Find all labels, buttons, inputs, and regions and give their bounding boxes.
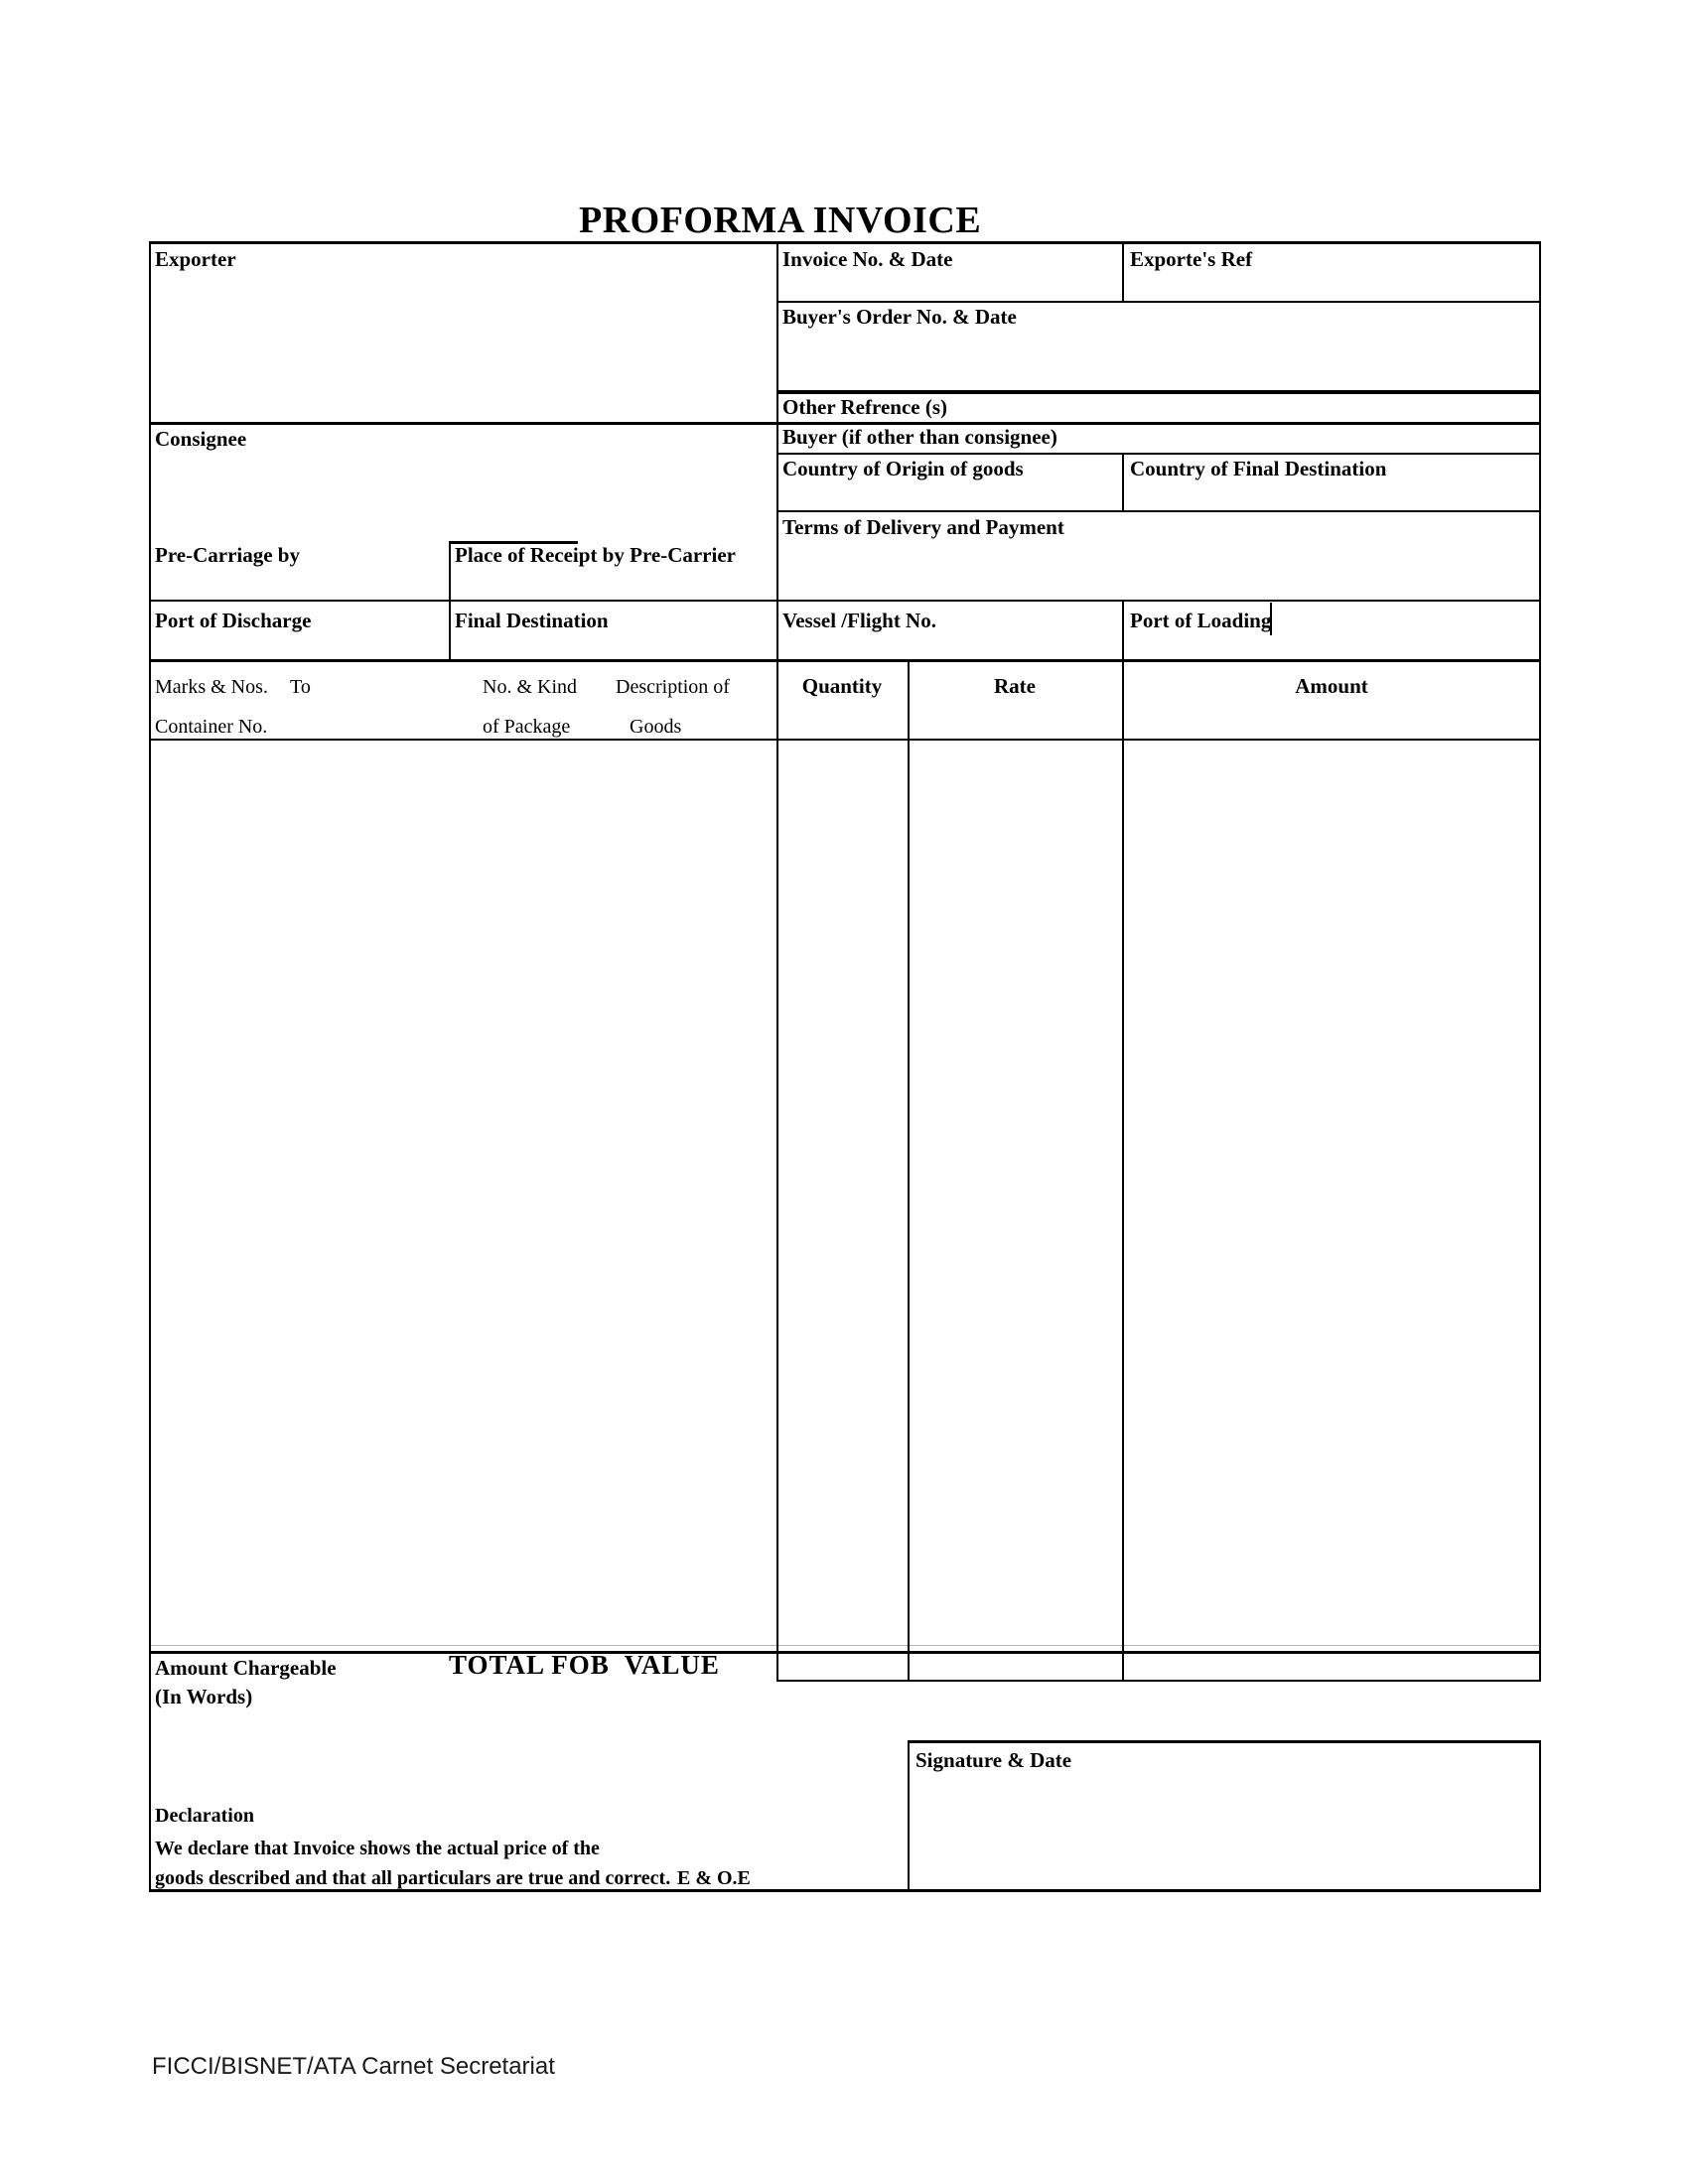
form-bottom-border (149, 1889, 1541, 1892)
rate-column-area (910, 741, 1122, 1644)
marks-nos-label: Marks & Nos. (155, 676, 268, 698)
rule-country-row-bottom (776, 510, 1541, 512)
goods-label: Goods (630, 716, 682, 738)
rate-header: Rate (994, 674, 1036, 698)
consignee-label: Consignee (155, 427, 247, 451)
description-of-label: Description of (616, 676, 730, 698)
no-kind-label: No. & Kind (483, 676, 577, 698)
buyer-if-other-label: Buyer (if other than consignee) (782, 425, 1057, 449)
invoice-no-date-label: Invoice No. & Date (782, 247, 953, 271)
of-package-label: of Package (483, 716, 571, 738)
port-of-discharge-label: Port of Discharge (155, 609, 312, 632)
signature-date-label: Signature & Date (915, 1748, 1072, 1772)
signature-area (910, 1743, 1539, 1889)
rule-invoice-row-bottom (776, 301, 1541, 303)
rule-buyers-order-bottom (776, 390, 1541, 394)
footer-secretariat-text: FICCI/BISNET/ATA Carnet Secretariat (152, 2053, 555, 2080)
amount-header: Amount (1295, 674, 1368, 698)
amount-column-area (1124, 741, 1539, 1644)
divider-invoice-exporters-ref (1122, 241, 1124, 301)
page-title: PROFORMA INVOICE (579, 200, 982, 241)
rule-total-row-bottom (776, 1680, 1541, 1682)
signature-box-right-border (1539, 1740, 1541, 1892)
amount-chargeable-label: Amount Chargeable (155, 1656, 337, 1680)
declaration-line2: goods described and that all particulars are true and correct. (155, 1867, 671, 1889)
total-fob-value-label: TOTAL FOB VALUE (449, 1650, 720, 1680)
form-top-border (149, 241, 1541, 244)
in-words-label: (In Words) (155, 1685, 253, 1708)
country-of-origin-label: Country of Origin of goods (782, 457, 1024, 480)
rule-port-row-bottom (149, 659, 1541, 662)
country-final-destination-label: Country of Final Destination (1130, 457, 1387, 480)
form-right-border (1539, 241, 1541, 1682)
rule-body-bottom (149, 1651, 1541, 1654)
quantity-column-area (778, 741, 908, 1644)
port-of-loading-label: Port of Loading (1130, 609, 1272, 632)
rule-buyer-strip-bottom (776, 453, 1541, 455)
place-of-receipt-label: Place of Receipt by Pre-Carrier (455, 543, 736, 567)
other-reference-label: Other Refrence (s) (782, 395, 947, 419)
container-no-label: Container No. (155, 716, 268, 738)
quantity-header: Quantity (801, 674, 883, 698)
divider-precarriage-place (449, 541, 451, 659)
eoe-label: E & O.E (677, 1867, 751, 1889)
exporters-ref-label: Exporte's Ref (1130, 247, 1253, 271)
exporter-label: Exporter (155, 247, 236, 271)
buyers-order-label: Buyer's Order No. & Date (782, 305, 1017, 329)
items-body-area (151, 741, 776, 1644)
final-destination-label: Final Destination (455, 609, 609, 632)
rule-precarriage-row-bottom (149, 600, 1541, 602)
declaration-heading: Declaration (155, 1805, 254, 1827)
vessel-flight-label: Vessel /Flight No. (782, 609, 936, 632)
divider-country-cells (1122, 453, 1124, 510)
to-label: To (290, 676, 311, 698)
pre-carriage-label: Pre-Carriage by (155, 543, 300, 567)
terms-of-delivery-label: Terms of Delivery and Payment (782, 515, 1064, 539)
rule-body-bottom-thin (149, 1645, 1541, 1646)
declaration-line1: We declare that Invoice shows the actual price of the (155, 1838, 600, 1859)
